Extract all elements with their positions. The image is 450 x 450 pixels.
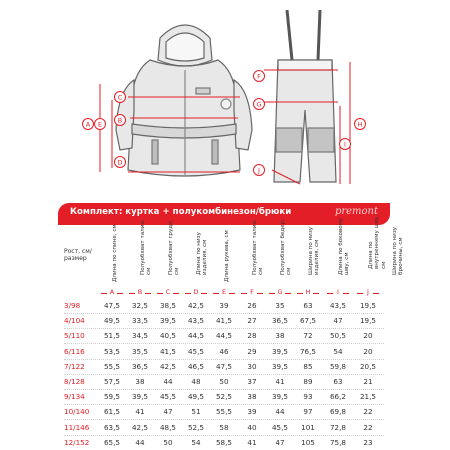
header-text-9: Длина по боковому шву, см <box>338 217 351 276</box>
value-cell: 29 <box>247 346 257 356</box>
value-cell: 21,5 <box>359 392 376 402</box>
value-cell: 48 <box>191 377 201 386</box>
value-cell: 37 <box>247 377 257 386</box>
value-cell: 97 <box>303 407 313 417</box>
value-cell: 44 <box>135 437 145 447</box>
brand-logo: premont <box>334 206 378 217</box>
header-text-3: Полуобхват груди, см <box>168 219 181 276</box>
value-cell: 40,5 <box>159 331 176 341</box>
header-text-11: Ширина по низу брючины, см <box>392 227 405 276</box>
value-cell: 61,5 <box>103 407 120 417</box>
value-cell: 42,5 <box>159 361 176 371</box>
letter-d: D <box>184 288 208 296</box>
table-row <box>64 359 384 375</box>
value-cell: 57,5 <box>103 377 120 386</box>
value-cell: 63 <box>303 301 313 310</box>
value-cell: 63,5 <box>103 422 120 432</box>
letter-e: E <box>212 288 236 296</box>
value-cell: 50 <box>163 437 173 447</box>
value-cell: 76,5 <box>299 346 316 356</box>
header-col-6 <box>240 219 265 290</box>
size-cell: 7/122 <box>64 361 85 371</box>
value-cell: 38,5 <box>159 301 176 310</box>
value-cell: 101 <box>301 422 315 432</box>
value-cell: 89 <box>303 377 313 386</box>
value-cell: 41,5 <box>159 346 176 356</box>
table-row <box>64 298 384 314</box>
value-cell: 58 <box>219 422 229 432</box>
value-cell: 39,5 <box>271 346 288 356</box>
value-cell: 72 <box>303 331 313 341</box>
marker-letter-i: I <box>344 140 346 149</box>
overall-drawing <box>274 10 336 182</box>
table-row <box>64 313 384 329</box>
value-cell: 42,5 <box>187 301 204 310</box>
table-row <box>64 420 384 436</box>
header-col-9 <box>326 217 351 290</box>
value-cell: 19,5 <box>359 316 376 326</box>
letter-f: F <box>240 288 264 296</box>
value-cell: 50,5 <box>329 331 346 341</box>
value-cell: 30 <box>247 361 257 371</box>
value-cell: 41,5 <box>215 316 232 326</box>
header-col-10 <box>356 214 387 290</box>
value-cell: 26 <box>247 301 257 310</box>
value-cell: 40 <box>247 422 257 432</box>
value-cell: 66,2 <box>329 392 346 402</box>
value-cell: 22 <box>363 422 373 432</box>
header-text-2: Полуобхват талии, см <box>140 219 153 276</box>
marker-letter-c: C <box>117 93 123 102</box>
value-cell: 43,5 <box>187 316 204 326</box>
value-cell: 55,5 <box>215 407 232 417</box>
value-cell: 75,8 <box>329 437 346 447</box>
value-cell: 50 <box>219 377 229 386</box>
header-size: Рост, см/ размер <box>64 248 92 262</box>
marker-letter-h: H <box>357 120 363 129</box>
value-cell: 20,5 <box>359 361 376 371</box>
value-cell: 47 <box>163 407 173 417</box>
value-cell: 47 <box>275 437 285 447</box>
garment-measurement-diagram <box>0 0 450 200</box>
value-cell: 36,5 <box>271 316 288 326</box>
marker-letter-d: D <box>117 158 123 167</box>
value-cell: 20 <box>363 331 373 341</box>
value-cell: 32,5 <box>131 301 148 310</box>
value-cell: 53,5 <box>103 346 120 356</box>
table-row <box>64 435 384 450</box>
table-row <box>64 404 384 420</box>
value-cell: 28 <box>247 331 257 341</box>
letter-a: A <box>100 288 124 296</box>
marker-letter-f: F <box>257 72 261 81</box>
banner-title: Комплект: куртка + полукомбинезон/брюки <box>70 207 292 217</box>
value-cell: 39,5 <box>271 392 288 402</box>
header-col-11 <box>380 228 404 290</box>
header-text-1: Длина по спине, см <box>112 223 118 282</box>
value-cell: 47 <box>333 316 343 326</box>
size-cell: 12/152 <box>64 437 90 447</box>
size-cell: 6/116 <box>64 346 85 356</box>
marker-letter-a: A <box>85 120 91 129</box>
value-cell: 41 <box>135 407 145 417</box>
letter-i: I <box>326 288 350 296</box>
size-cell: 11/146 <box>64 422 90 432</box>
value-cell: 38 <box>247 392 257 402</box>
value-cell: 35 <box>275 301 285 310</box>
header-text-8: Ширина по низу изделия, см <box>308 227 321 276</box>
value-cell: 52,5 <box>187 422 204 432</box>
value-cell: 45,5 <box>187 346 204 356</box>
value-cell: 105 <box>301 437 315 447</box>
size-cell: 5/110 <box>64 331 85 341</box>
header-text-10: Длина по внутреннему шву, см <box>368 214 387 269</box>
value-cell: 72,8 <box>329 422 346 432</box>
header-text-4: Длина по низу изделия, см <box>196 232 209 276</box>
value-cell: 85 <box>303 361 313 371</box>
measurement-letter-row <box>64 288 384 298</box>
value-cell: 63 <box>333 377 343 386</box>
size-cell: 3/98 <box>64 301 81 310</box>
value-cell: 49,5 <box>187 392 204 402</box>
header-col-8 <box>296 228 320 290</box>
value-cell: 36,5 <box>131 361 148 371</box>
value-cell: 42,5 <box>131 422 148 432</box>
value-cell: 35,5 <box>131 346 148 356</box>
value-cell: 45,5 <box>159 392 176 402</box>
value-cell: 39,5 <box>271 361 288 371</box>
table-row <box>64 344 384 360</box>
value-cell: 27 <box>247 316 257 326</box>
header-text-6: Полуобхват талии, см <box>252 219 265 276</box>
value-cell: 44,5 <box>187 331 204 341</box>
table-row <box>64 374 384 390</box>
value-cell: 47,5 <box>215 361 232 371</box>
value-cell: 21 <box>363 377 373 386</box>
header-text-5: Длина рукава, см <box>224 229 230 282</box>
header-col-7 <box>268 219 293 290</box>
header-text-7: Полуобхват бедер, см <box>280 219 293 276</box>
value-cell: 54 <box>333 346 343 356</box>
marker-letter-j: J <box>258 166 260 175</box>
value-cell: 38 <box>275 331 285 341</box>
header-col-4 <box>184 228 208 290</box>
size-cell: 10/140 <box>64 407 90 417</box>
value-cell: 54 <box>191 437 201 447</box>
marker-letter-b: B <box>117 116 123 125</box>
value-cell: 51 <box>191 407 201 417</box>
header-col-5 <box>212 228 236 290</box>
size-table <box>64 214 405 450</box>
marker-letter-e: E <box>97 120 103 129</box>
value-cell: 46,5 <box>187 361 204 371</box>
value-cell: 41 <box>247 437 257 447</box>
value-cell: 44 <box>163 377 173 386</box>
value-cell: 39 <box>219 301 229 310</box>
header-col-2 <box>128 219 153 290</box>
value-cell: 52,5 <box>215 392 232 402</box>
value-cell: 58,5 <box>215 437 232 447</box>
value-cell: 59,5 <box>103 392 120 402</box>
value-cell: 43,5 <box>329 301 346 310</box>
value-cell: 39,5 <box>131 392 148 402</box>
value-cell: 23 <box>363 437 373 447</box>
table-row <box>64 328 384 344</box>
jacket-drawing <box>116 25 252 176</box>
value-cell: 34,5 <box>131 331 148 341</box>
value-cell: 46 <box>219 346 229 356</box>
size-cell: 9/134 <box>64 392 85 402</box>
value-cell: 19,5 <box>359 301 376 310</box>
letter-b: B <box>128 288 152 296</box>
value-cell: 38 <box>135 377 145 386</box>
value-cell: 48,5 <box>159 422 176 432</box>
value-cell: 59,8 <box>329 361 346 371</box>
letter-c: C <box>156 288 180 296</box>
letter-j: J <box>356 288 380 296</box>
letter-g: G <box>268 288 292 296</box>
size-cell: 8/128 <box>64 377 85 386</box>
size-cell: 4/104 <box>64 316 85 326</box>
table-row <box>64 389 384 405</box>
value-cell: 39 <box>247 407 257 417</box>
marker-letter-g: G <box>256 100 262 109</box>
value-cell: 55,5 <box>103 361 120 371</box>
header-col-1 <box>100 223 124 290</box>
value-cell: 44 <box>275 407 285 417</box>
header-col-3 <box>156 219 181 290</box>
value-cell: 49,5 <box>103 316 120 326</box>
value-cell: 22 <box>363 407 373 417</box>
value-cell: 47,5 <box>103 301 120 310</box>
value-cell: 39,5 <box>159 316 176 326</box>
value-cell: 67,5 <box>299 316 316 326</box>
value-cell: 65,5 <box>103 437 120 447</box>
value-cell: 93 <box>303 392 313 402</box>
value-cell: 44,5 <box>215 331 232 341</box>
value-cell: 51,5 <box>103 331 120 341</box>
value-cell: 41 <box>275 377 285 386</box>
value-cell: 45,5 <box>271 422 288 432</box>
value-cell: 20 <box>363 346 373 356</box>
value-cell: 33,5 <box>131 316 148 326</box>
value-cell: 69,8 <box>329 407 346 417</box>
letter-h: H <box>296 288 320 296</box>
